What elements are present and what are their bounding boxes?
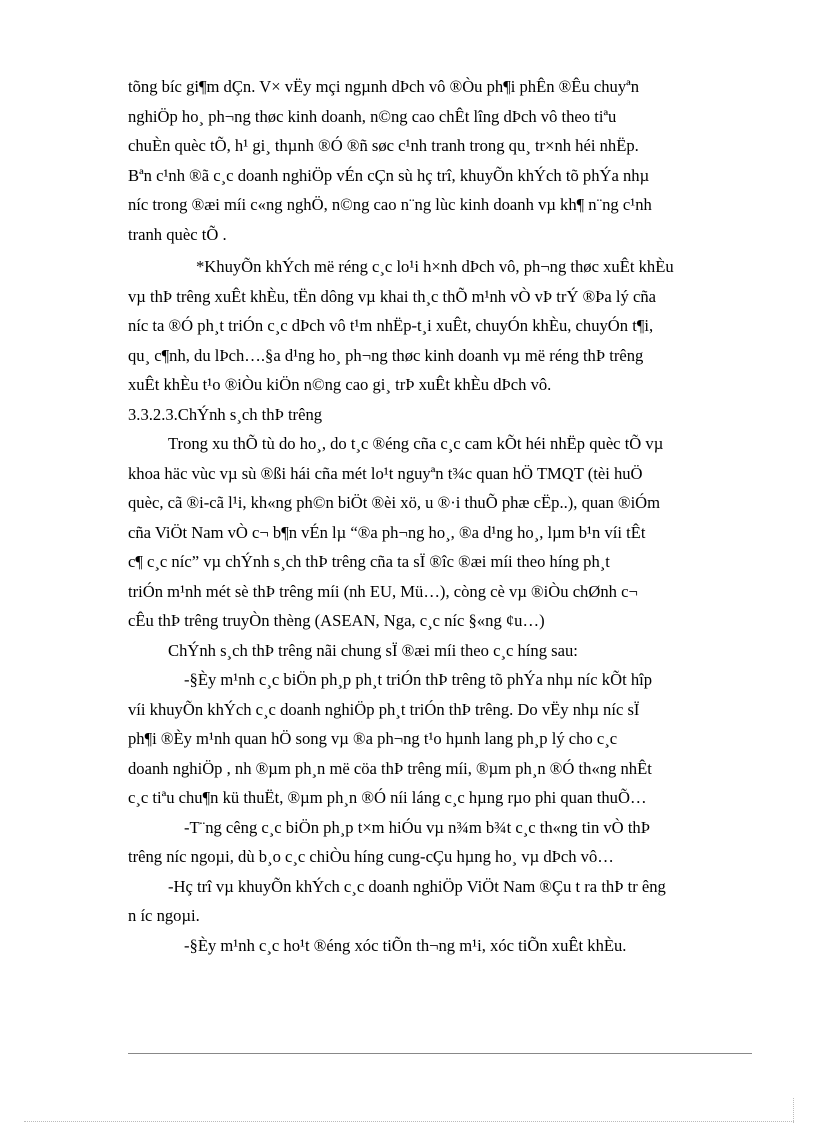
text-line: vµ thÞ trêng xuÊt khÈu, tËn dông vµ khai th¸c thÕ m¹nh vÒ vÞ trÝ ®Þa lý cña <box>128 286 657 306</box>
text-line: víi khuyÕn khÝch c¸c doanh nghiÖp ph¸t triÓn thÞ trêng. Do vËy nhµ níc sÏ <box>128 699 640 719</box>
text-line: níc ta ®Ó ph¸t triÓn c¸c dÞch vô t¹m nhËp-t¸i xuÊt, chuyÓn khÈu, chuyÓn t¶i, <box>128 316 654 335</box>
document-page <box>128 72 752 960</box>
text-line: tranh quèc tÕ . <box>128 224 227 244</box>
text-line: chuÈn quèc tÕ, h¹ gi¸ thµnh ®Ó ®ñ søc c¹nh tranh trong qu¸ tr×nh héi nhËp. <box>128 136 639 155</box>
text-line: -T¨ng cêng c¸c biÖn ph¸p t×m hiÓu vµ n¾m b¾t c¸c th«ng tin vÒ thÞ <box>184 817 650 837</box>
section-heading: 3.3.2.3.ChÝnh s¸ch thÞ trêng <box>128 404 323 424</box>
text-line: doanh nghiÖp , nh ®µm ph¸n më cöa thÞ trêng míi, ®µm ph¸n ®Ó th«ng nhÊt <box>128 758 652 778</box>
text-line: nghiÖp ho¸ ph¬ng thøc kinh doanh, n©ng cao chÊt lîng dÞch vô theo tiªu <box>128 106 617 126</box>
text-line: -Hç trî vµ khuyÕn khÝch c¸c doanh nghiÖp ViÖt Nam ®Çu t ra thÞ tr êng <box>168 876 666 896</box>
text-line: cÊu thÞ trêng truyÒn thèng (ASEAN, Nga, c¸c níc §«ng ¢u…) <box>128 611 545 630</box>
text-line: -§Èy m¹nh c¸c ho¹t ®éng xóc tiÕn th¬ng m¹i, xóc tiÕn xuÊt khÈu. <box>184 935 627 955</box>
text-line: quèc, cã ®i-cã l¹i, kh«ng ph©n biÖt ®èi xö, u ®·i thuÕ phæ cËp..), quan ®iÓm <box>128 493 661 512</box>
text-line: c¶ c¸c níc” vµ chÝnh s¸ch thÞ trêng cña ta sÏ ®îc ®æi míi theo híng ph¸t <box>128 552 610 571</box>
text-line: khoa häc vùc vµ sù ®ßi hái cña mét lo¹t nguyªn t¾c quan hÖ TMQT (tèi huÖ <box>128 463 643 483</box>
text-line: ChÝnh s¸ch thÞ trêng nãi chung sÏ ®æi míi theo c¸c híng sau: <box>168 640 578 660</box>
paragraph-7 <box>128 872 752 931</box>
page-corner-dotted <box>793 1098 794 1123</box>
footer-rule <box>128 1053 752 1054</box>
text-line: Bªn c¹nh ®ã c¸c doanh nghiÖp vÉn cÇn sù hç trî, khuyÕn khÝch tõ phÝa nhµ <box>128 165 650 185</box>
paragraph-2 <box>128 252 752 400</box>
text-line: n íc ngoµi. <box>128 906 200 925</box>
text-line: trêng níc ngoµi, dù b¸o c¸c chiÒu híng cung-cÇu hµng ho¸ vµ dÞch vô… <box>128 847 614 866</box>
text-line: c¸c tiªu chu¶n kü thuËt, ®µm ph¸n ®Ó níi láng c¸c hµng rµo phi quan thuÕ… <box>128 788 647 807</box>
text-line: cña ViÖt Nam vÒ c¬ b¶n vÉn lµ “®a ph¬ng ho¸, ®a d¹ng ho¸, lµm b¹n víi tÊt <box>128 522 646 542</box>
text-line: tõng bíc gi¶m dÇn. V× vËy mçi ngµnh dÞch vô ®Òu ph¶i phÊn ®Êu chuyªn <box>128 77 639 96</box>
paragraph-8 <box>128 931 752 961</box>
paragraph-4 <box>128 636 752 666</box>
text-line: *KhuyÕn khÝch më réng c¸c lo¹i h×nh dÞch vô, ph¬ng thøc xuÊt khÈu <box>196 257 674 276</box>
text-line: ph¶i ®Èy m¹nh quan hÖ song vµ ®a ph¬ng t¹o hµnh lang ph¸p lý cho c¸c <box>128 729 618 748</box>
paragraph-6 <box>128 813 752 872</box>
paragraph-5 <box>128 665 752 813</box>
paragraph-3 <box>128 429 752 636</box>
text-line: -§Èy m¹nh c¸c biÖn ph¸p ph¸t triÓn thÞ trêng tõ phÝa nhµ níc kÕt hîp <box>184 670 653 689</box>
text-line: níc trong ®æi míi c«ng nghÖ, n©ng cao n¨ng lùc kinh doanh vµ kh¶ n¨ng c¹nh <box>128 195 652 214</box>
text-line: xuÊt khÈu t¹o ®iÒu kiÖn n©ng cao gi¸ trÞ xuÊt khÈu dÞch vô. <box>128 375 552 394</box>
paragraph-1 <box>128 72 752 249</box>
text-line: Trong xu thÕ tù do ho¸, do t¸c ®éng cña c¸c cam kÕt héi nhËp quèc tÕ vµ <box>168 434 664 453</box>
text-line: triÓn m¹nh mét sè thÞ trêng míi (nh EU, Mü…), còng cè vµ ®iÒu chØnh c¬ <box>128 581 638 601</box>
page-boundary-dotted <box>24 1121 794 1122</box>
text-line: qu¸ c¶nh, du lÞch….§a d¹ng ho¸ ph¬ng thøc kinh doanh vµ më réng thÞ trêng <box>128 345 644 365</box>
